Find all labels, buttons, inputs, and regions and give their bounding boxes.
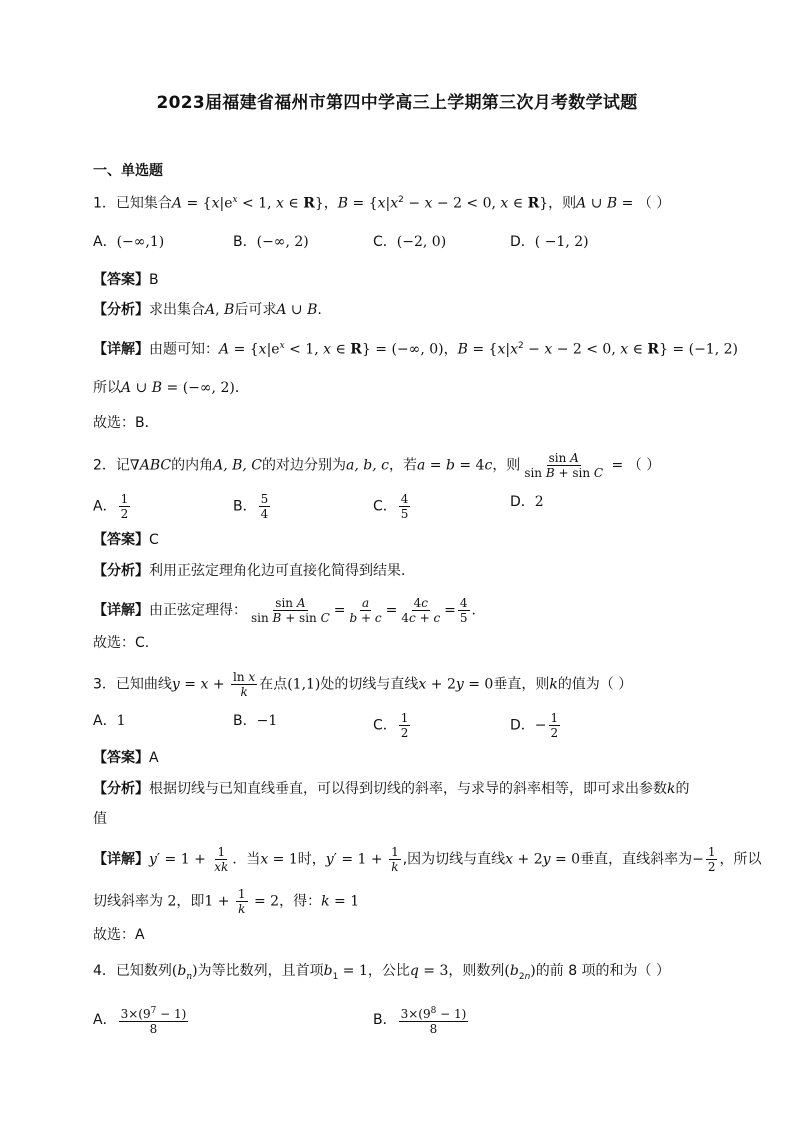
q2-option-b[interactable]: B． $\frac{5}{4}$ <box>233 492 269 521</box>
q1-choose: 故选：B． <box>93 415 159 431</box>
q2-analysis: 【分析】利用正弦定理角化边可直接化简得到结果. <box>93 563 406 579</box>
q3-choose: 故选：A <box>93 927 145 943</box>
q3-option-c[interactable]: C． $\frac{1}{2}$ <box>373 711 409 740</box>
question-2-stem: 2．记∇ABC的内角A, B, C的对边分别为a, b, c，若a = b = 4c，则 $\frac{\text{sin A}}{\text{sin B + sin C}}$ = （ ） <box>93 451 661 480</box>
page-title: 2023届福建省福州市第四中学高三上学期第三次月考数学试题 <box>156 93 638 113</box>
q1-answer: 【答案】B <box>93 272 159 288</box>
q3-option-d[interactable]: D．− $\frac{1}{2}$ <box>510 711 559 740</box>
q1-option-d[interactable]: D．( −1, 2) <box>510 234 589 250</box>
question-1-stem: 1．已知集合$A = \{x|e^x < 1$, x ∈ R}，$B = \{x|x^2 - x - 2 < 0$, x ∈ R}，则A ∪ B = （ ） <box>93 195 671 212</box>
section-heading: 一、单选题 <box>93 163 163 179</box>
q3-analysis: 【分析】根据切线与已知直线垂直，可以得到切线的斜率，与求导的斜率相等，即可求出参数k的 <box>93 781 690 797</box>
q2-option-a[interactable]: A． $\frac{1}{2}$ <box>93 492 129 521</box>
q1-option-b[interactable]: B．(−∞, 2) <box>233 234 309 250</box>
question-4-stem: 4．已知数列$(b_n)$为等比数列，且首项$b_1 = 1$，公比q = 3，则数列$(b_{2n})$的前 8 项的和为（ ） <box>93 963 671 982</box>
q4-option-b[interactable]: B． $\frac{3\times(9^8 - 1)}{8}$ <box>373 1006 467 1036</box>
q1-conclusion: 所以A ∪ B = (−∞, 2)． <box>93 380 249 396</box>
q2-option-c[interactable]: C． $\frac{4}{5}$ <box>373 492 409 521</box>
q4-option-a[interactable]: A． $\frac{3\times(9^7 - 1)}{8}$ <box>93 1006 187 1036</box>
question-3-stem: 3．已知曲线y = x + $\frac{\text{ln x}}{k}$ 在点(1,1)处的切线与直线x + 2y = 0垂直，则k的值为（ ） <box>93 670 633 699</box>
q1-detail: 【详解】由题可知：$A = \{x|e^x < 1$, x ∈ R} = (−∞, 0)，$B = \{x|x^2 - x - 2 < 0$, x ∈ R} = (−1, 2) <box>93 341 738 358</box>
q3-analysis-cont: 值 <box>93 811 107 827</box>
q1-option-c[interactable]: C．(−2, 0) <box>373 234 447 250</box>
q3-detail-cont: 切线斜率为 2，即1 + $\frac{1}{k}$ = 2，得：k = 1 <box>93 887 360 916</box>
q1-analysis: 【分析】求出集合A, B后可求A ∪ B. <box>93 302 322 318</box>
q1-option-a[interactable]: A．(−∞,1) <box>93 234 165 250</box>
q3-detail: 【详解】y′ = 1 + $\frac{1}{xk}$ ．当x = 1时，y′ = 1 + $\frac{1}{k}$ ,因为切线与直线x + 2y = 0垂直，直线斜率为− $\frac{1}{2}$ ，所以 <box>93 845 762 874</box>
q2-detail: 【详解】由正弦定理得： $\frac{\text{sin A}}{\text{sin B + sin C}}$ = $\frac{a}{b + c}$ = $\frac{4c}{4c + c}$ = $\frac{4}{5}$ . <box>93 596 476 625</box>
q2-choose: 故选：C. <box>93 635 150 651</box>
q3-answer: 【答案】A <box>93 750 159 766</box>
q3-option-a[interactable]: A．1 <box>93 713 126 729</box>
q2-answer: 【答案】C <box>93 532 159 548</box>
q2-option-d[interactable]: D．2 <box>510 494 544 510</box>
q3-option-b[interactable]: B．−1 <box>233 713 278 729</box>
